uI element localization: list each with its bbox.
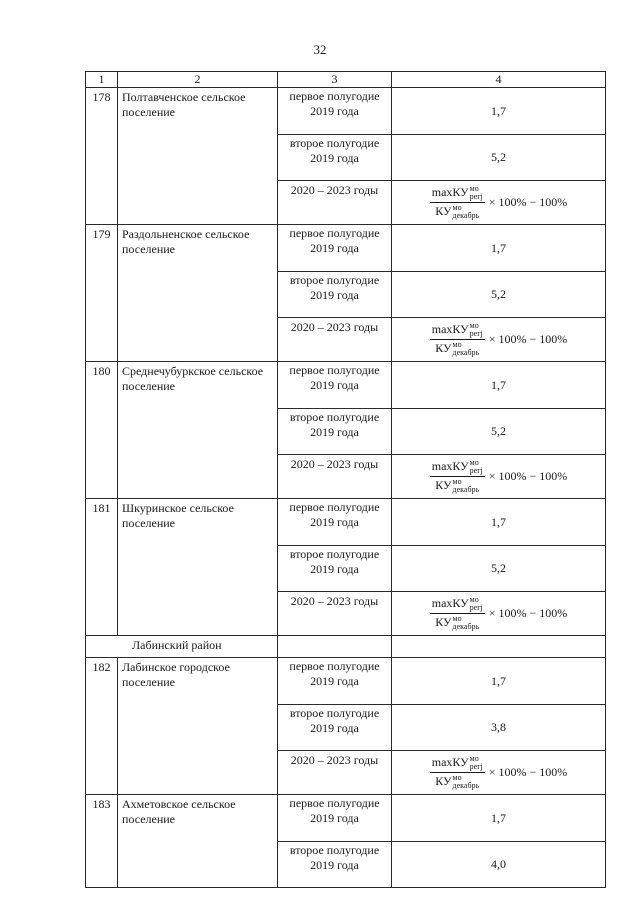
formula-denominator: КУ [435,341,452,355]
page-number: 32 [313,42,327,57]
row-number: 178 [86,88,118,225]
formula-num-sup: мо [469,595,479,604]
formula-den-sup: мо [452,614,462,624]
table-row [86,795,606,842]
period-first-half: первое полугодие 2019 года [278,88,392,135]
period-range: 2020 – 2023 годы [278,592,392,636]
formula-cell [392,455,606,499]
formula-multiplier: × 100% − 100% [488,332,568,346]
formula-den-sub: декабрь [452,622,480,632]
period-first-half: первое полугодие 2019 года [278,225,392,272]
formula-numerator: maxКУ [431,595,469,610]
value-second-half: 5,2 [392,272,606,318]
value-first-half: 1,7 [392,362,606,409]
formula-den-sup: мо [452,773,462,783]
period-range: 2020 – 2023 годы [278,181,392,225]
value-first-half: 1,7 [392,499,606,546]
table-row [86,499,606,546]
formula-cell [392,751,606,795]
period-second-half: второе полугодие 2019 года [278,272,392,318]
formula-denominator: КУ [435,478,452,492]
district-row [86,636,606,658]
growth-formula [392,185,605,221]
period-range: 2020 – 2023 годы [278,751,392,795]
value-first-half: 1,7 [392,658,606,705]
formula-num-sup: мо [469,754,479,763]
formula-num-sup: мо [469,458,479,467]
value-first-half: 1,7 [392,795,606,842]
formula-num-sup: мо [469,321,479,330]
formula-numerator: maxКУ [431,458,469,473]
period-second-half: второе полугодие 2019 года [278,705,392,751]
table-header-row [86,72,606,88]
formula-num-sub: регj [469,603,483,612]
settlement-name: Полтавченское сельское поселение [118,88,278,225]
settlement-name: Лабинское городское поселение [118,658,278,795]
period-second-half: второе полугодие 2019 года [278,546,392,592]
header-cell: 4 [392,72,606,88]
formula-den-sup: мо [452,203,462,213]
formula-cell [392,592,606,636]
value-second-half: 4,0 [392,842,606,888]
value-second-half: 5,2 [392,135,606,181]
period-second-half: второе полугодие 2019 года [278,409,392,455]
formula-den-sub: декабрь [452,348,480,358]
header-cell: 2 [118,72,278,88]
value-second-half: 3,8 [392,705,606,751]
settlement-name: Ахметовское сельское поселение [118,795,278,888]
formula-cell [392,318,606,362]
growth-formula [392,755,605,791]
formula-fraction [430,322,485,358]
formula-den-sub: декабрь [452,211,480,221]
period-second-half: второе полугодие 2019 года [278,842,392,888]
formula-cell [392,181,606,225]
table-row [86,88,606,135]
settlement-name: Раздольненское сельское поселение [118,225,278,362]
formula-num-sub: регj [469,762,483,771]
formula-den-sup: мо [452,340,462,350]
formula-numerator: maxКУ [431,321,469,336]
formula-num-sub: регj [469,329,483,338]
period-range: 2020 – 2023 годы [278,455,392,499]
value-second-half: 5,2 [392,546,606,592]
table-row [86,225,606,272]
formula-denominator: КУ [435,615,452,629]
formula-num-sub: регj [469,192,483,201]
growth-formula [392,596,605,632]
formula-numerator: maxКУ [431,184,469,199]
formula-fraction [430,459,485,495]
formula-multiplier: × 100% − 100% [488,606,568,620]
row-number: 183 [86,795,118,888]
row-number: 181 [86,499,118,636]
formula-num-sub: регj [469,466,483,475]
formula-denominator: КУ [435,204,452,218]
formula-den-sub: декабрь [452,485,480,495]
formula-fraction [430,185,485,221]
growth-formula [392,459,605,495]
header-cell: 3 [278,72,392,88]
district-name: Лабинский район [86,636,278,658]
formula-fraction [430,755,485,791]
tariff-table [85,71,606,888]
formula-den-sub: декабрь [452,781,480,791]
period-first-half: первое полугодие 2019 года [278,658,392,705]
value-first-half: 1,7 [392,88,606,135]
growth-formula [392,322,605,358]
row-number: 182 [86,658,118,795]
value-first-half: 1,7 [392,225,606,272]
formula-fraction [430,596,485,632]
formula-multiplier: × 100% − 100% [488,469,568,483]
formula-denominator: КУ [435,774,452,788]
period-first-half: первое полугодие 2019 года [278,795,392,842]
formula-den-sup: мо [452,477,462,487]
settlement-name: Шкуринское сельское поселение [118,499,278,636]
period-second-half: второе полугодие 2019 года [278,135,392,181]
table-row [86,658,606,705]
table-row [86,362,606,409]
formula-num-sup: мо [469,184,479,193]
period-first-half: первое полугодие 2019 года [278,362,392,409]
formula-multiplier: × 100% − 100% [488,195,568,209]
period-range: 2020 – 2023 годы [278,318,392,362]
row-number: 180 [86,362,118,499]
settlement-name: Среднечубуркское сельское поселение [118,362,278,499]
row-number: 179 [86,225,118,362]
formula-multiplier: × 100% − 100% [488,765,568,779]
value-second-half: 5,2 [392,409,606,455]
period-first-half: первое полугодие 2019 года [278,499,392,546]
header-cell: 1 [86,72,118,88]
formula-numerator: maxКУ [431,754,469,769]
